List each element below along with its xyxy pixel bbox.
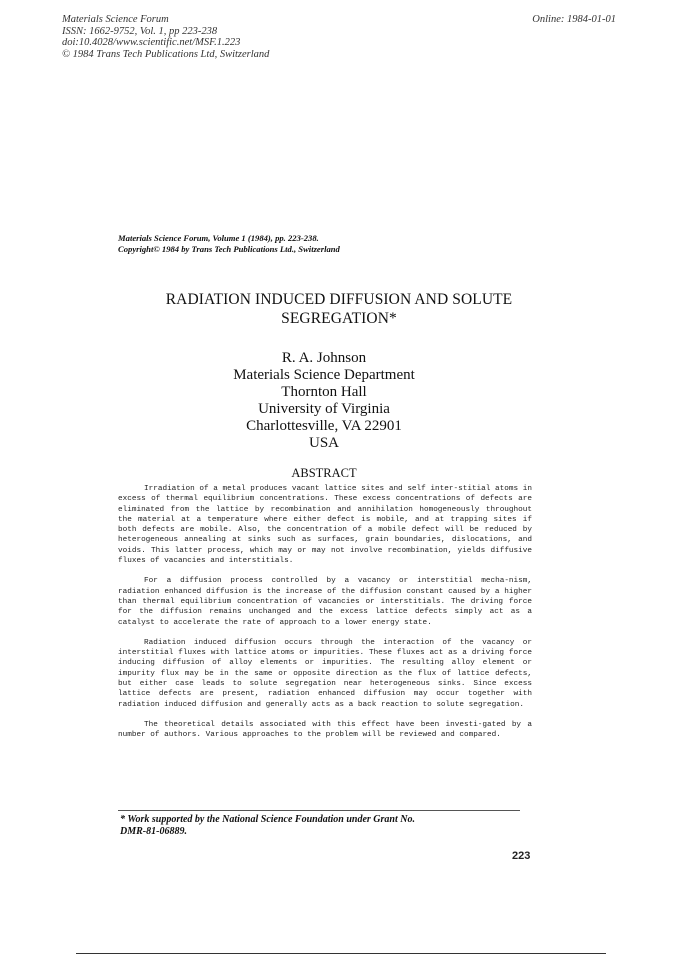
author-university: University of Virginia [258, 401, 390, 417]
issn-line: ISSN: 1662-9752, Vol. 1, pp 223-238 [62, 25, 218, 37]
copyright-line: © 1984 Trans Tech Publications Ltd, Switzerland [62, 48, 270, 60]
footnote-line-2: DMR-81-06889. [120, 826, 187, 837]
online-date: Online: 1984-01-01 [532, 14, 616, 25]
journal-reference [118, 233, 340, 255]
journal-ref-line: Materials Science Forum, Volume 1 (1984), pp. 223-238. [118, 233, 319, 243]
abstract-paragraph: Radiation induced diffusion occurs through the interaction of the vacancy or interstitial fluxes with lattice atoms or impurities. These fluxes act as a driving force inducing diffusion of alloy elements or impurities. The resulting alloy element or impurity flux may be in the same or opposite direction as the flux of lattice defects, but either case leads to solute segregation near heterogeneous sinks. Since excess lattice defects are present, radiation enhanced diffusion may occur together with radiation induced diffusion and generally acts as a back reaction to solute segregation. [118, 638, 532, 709]
publication-info [62, 14, 269, 60]
paper-title [118, 290, 560, 328]
journal-name: Materials Science Forum [62, 14, 169, 25]
footnote-divider [118, 810, 520, 811]
author-block [118, 350, 530, 452]
footnote [120, 814, 520, 838]
bottom-divider [76, 953, 606, 954]
page-number: 223 [512, 850, 531, 862]
author-name: R. A. Johnson [281, 350, 367, 366]
abstract-paragraph: Irradiation of a metal produces vacant lattice sites and self inter-stitial atoms in excess of thermal equilibrium concentrations. These excess concentrations of defects are eliminated from the lattice by recombination and annihilation homogeneously throughout the material at a temperature where either defect is mobile, and at trapping sites if both defects are mobile. Also, the concentration of a mobile defect will be reduced by heterogeneous annealing at sinks such as surfaces, grain boundaries, dislocations, and voids. This latter process, which may or may not involve recombination, yields diffusive fluxes of vacancies and interstitials. [118, 485, 532, 566]
abstract-body [118, 484, 532, 751]
doi-line: doi:10.4028/www.scientific.net/MSF.1.223 [62, 37, 241, 48]
abstract-heading: ABSTRACT [291, 466, 357, 480]
copyright-notice: Copyright© 1984 by Trans Tech Publications Ltd., Switzerland [118, 244, 340, 254]
abstract-paragraph: For a diffusion process controlled by a vacancy or interstitial mecha-nism, radiation enhanced diffusion is the increase of the diffusion constant caused by a higher than thermal equilibrium concentration of vacancies or interstitials. The driving force for the diffusion remains unchanged and the excess lattice defects simply act as a catalyst to accelerate the rate of approach to a lower energy state. [118, 577, 532, 627]
footnote-line-1: * Work supported by the National Science Foundation under Grant No. [120, 814, 415, 825]
author-city: Charlottesville, VA 22901 [246, 418, 402, 434]
author-building: Thornton Hall [281, 384, 367, 400]
title-line-1: RADIATION INDUCED DIFFUSION AND SOLUTE [165, 291, 513, 308]
title-line-2: SEGREGATION* [281, 310, 397, 327]
abstract-paragraph: The theoretical details associated with this effect have been investi-gated by a number of authors. Various approaches to the problem will be reviewed and compared. [118, 720, 532, 740]
author-country: USA [308, 435, 339, 451]
author-department: Materials Science Department [233, 367, 415, 383]
